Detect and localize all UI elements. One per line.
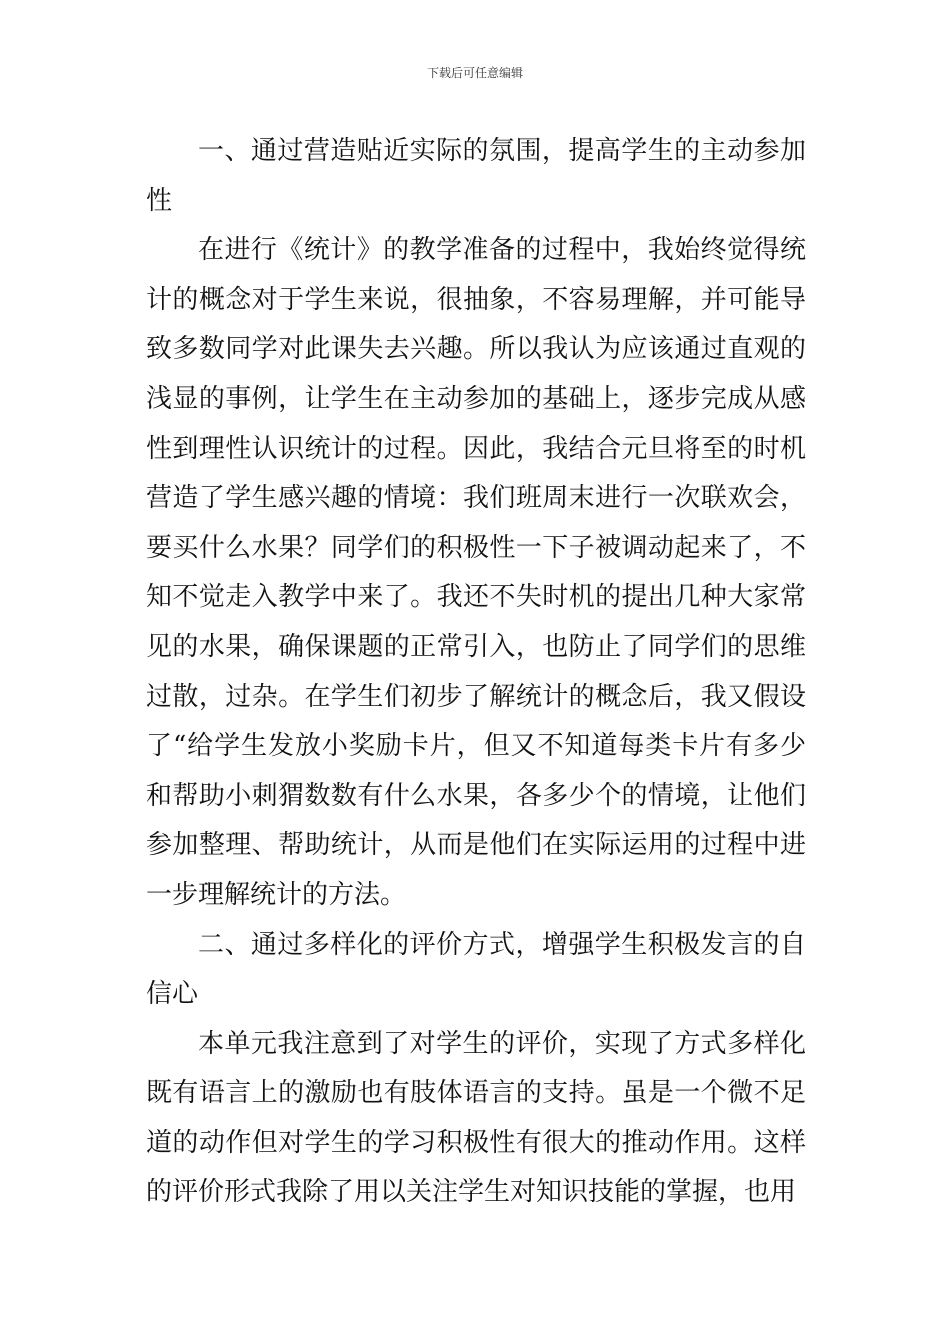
section-heading-2: 二、通过多样化的评价方式，增强学生积极发言的自信心	[146, 929, 806, 1010]
body-paragraph-1: 在进行《统计》的教学准备的过程中，我始终觉得统计的概念对于学生来说，很抽象，不容易理解，并可能导致多数同学对此课失去兴趣。所以我认为应该通过直观的浅显的事例，让学生在主动参加的基础上，逐步完成从感性到理性认识统计的过程。因此，我结合元旦将至的时机营造了学生感兴趣的情境：我们班周末进行一次联欢会，要买什么水果？同学们的积极性一下子被调动起来了，不知不觉走入教学中来了。我还不失时机的提出几种大家常见的水果，确保课题的正常引入，也防止了同学们的思维过散，过杂。在学生们初步了解统计的概念后，我又假设了“给学生发放小奖励卡片，但又不知道每类卡片有多少和帮助小刺猬数数有什么水果，各多少个的情境，让他们参加整理、帮助统计，从而是他们在实际运用的过程中进一步理解统计的方法。	[146, 235, 806, 910]
document-body	[146, 127, 806, 1218]
section-heading-1: 一、通过营造贴近实际的氛围，提高学生的主动参加性	[146, 136, 806, 216]
body-paragraph-2: 本单元我注意到了对学生的评价，实现了方式多样化既有语言上的激励也有肢体语言的支持。虽是一个微不足道的动作但对学生的学习积极性有很大的推动作用。这样的评价形式我除了用以关注学生对知识技能的掌握，也用	[146, 1028, 806, 1208]
page-header: 下载后可任意编辑	[426, 66, 523, 80]
